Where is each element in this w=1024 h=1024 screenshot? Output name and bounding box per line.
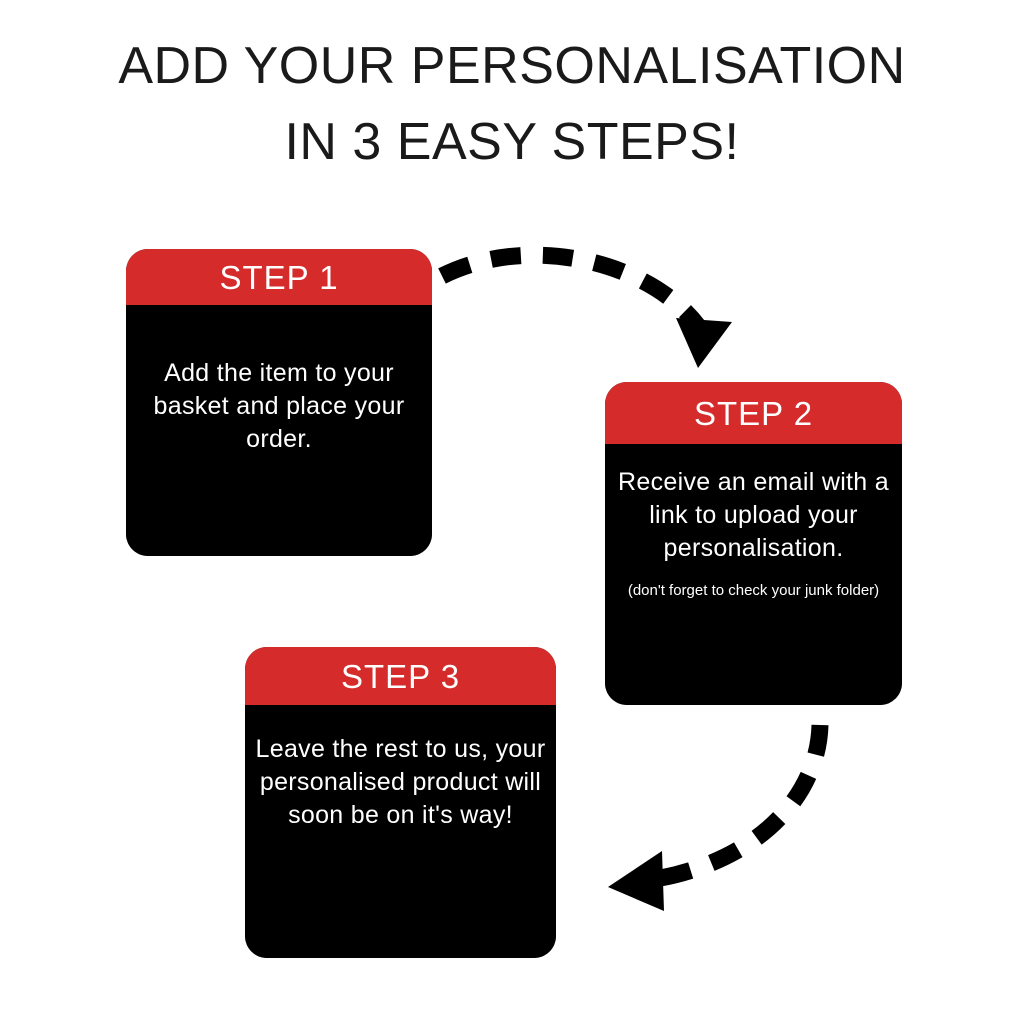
step-card-1-body bbox=[126, 305, 432, 556]
step-card-2-text: Receive an email with a link to upload your personalisation. bbox=[618, 468, 889, 562]
page-title-line-1: ADD YOUR PERSONALISATION bbox=[118, 37, 906, 95]
page-title bbox=[0, 28, 1024, 180]
step-card-2-body bbox=[605, 444, 902, 705]
step-card-1 bbox=[126, 249, 432, 556]
step-card-2-title: STEP 2 bbox=[605, 382, 902, 444]
arrow-step2-to-step3-icon bbox=[580, 715, 860, 915]
page-title-line-2: IN 3 EASY STEPS! bbox=[284, 113, 740, 171]
step-card-2 bbox=[605, 382, 902, 705]
arrow-step1-to-step2-icon bbox=[430, 240, 750, 400]
step-card-3 bbox=[245, 647, 556, 958]
step-card-3-text: Leave the rest to us, your personalised product will soon be on it's way! bbox=[255, 735, 546, 829]
step-card-3-body bbox=[245, 705, 556, 958]
step-card-1-title: STEP 1 bbox=[126, 249, 432, 305]
step-card-1-text: Add the item to your basket and place your order. bbox=[153, 359, 405, 453]
step-card-3-title: STEP 3 bbox=[245, 647, 556, 705]
step-card-2-note: (don't forget to check your junk folder) bbox=[627, 582, 880, 599]
